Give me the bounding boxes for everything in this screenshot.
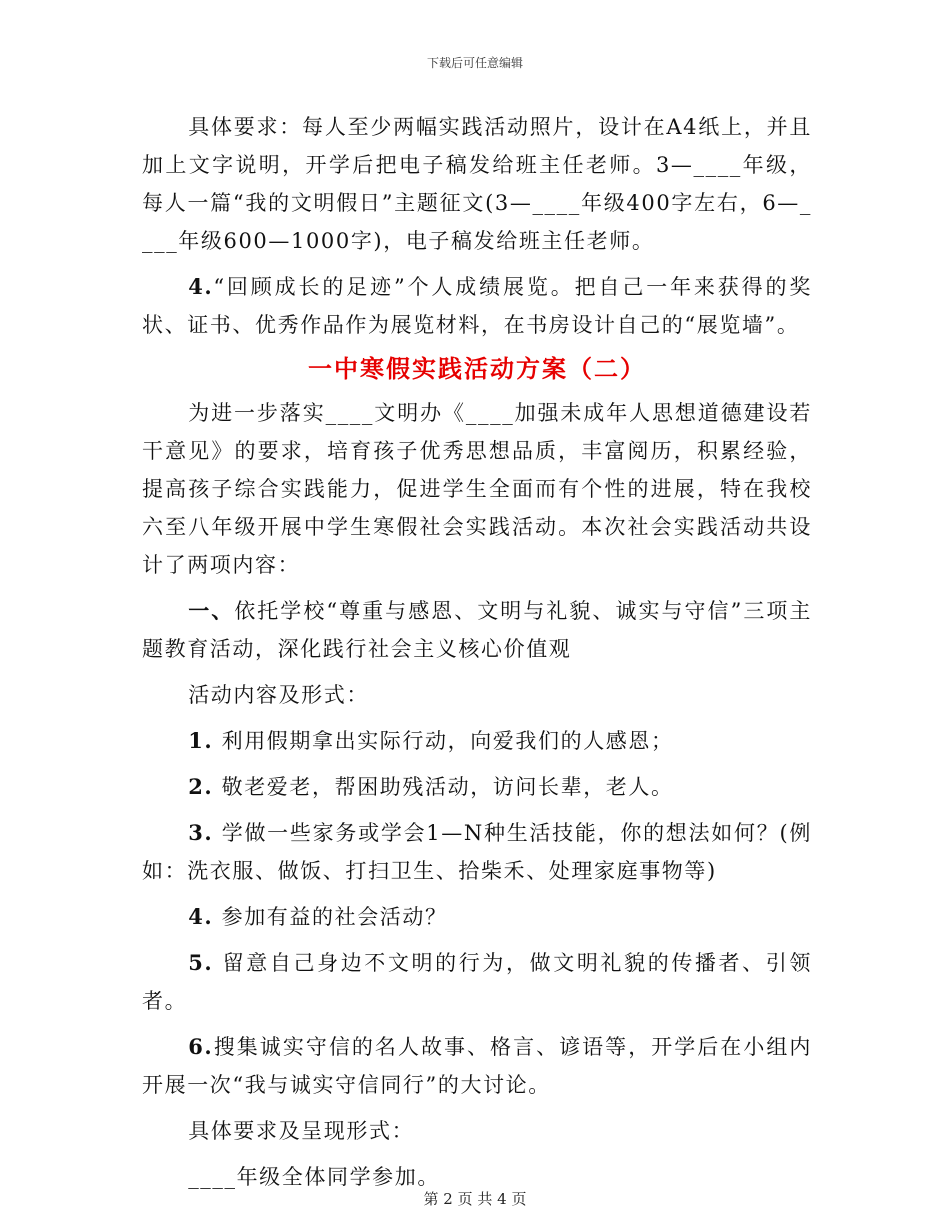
section-number: 一、 — [188, 598, 235, 623]
list-item — [142, 944, 812, 1020]
list-item-number: 2. — [188, 774, 214, 799]
paragraph-intro: 为进一步落实____文明办《____加强未成年人思想道德建设若干意见》的要求，培育孩子优秀思想品质，丰富阅历，积累经验，提高孩子综合实践能力，促进学生全面而有个性的进展，特在我校六至八年级开展中学生寒假社会实践活动。本次社会实践活动共设计了两项内容： — [142, 401, 812, 577]
paragraph-item-4-exhibition — [142, 268, 812, 344]
paragraph-section-one — [142, 592, 812, 668]
list-item-text: 留意自己身边不文明的行为，做文明礼貌的传播者、引领者。 — [142, 951, 812, 1013]
page-header: 下载后可任意编辑 — [426, 56, 523, 70]
section-text: 依托学校“尊重与感恩、文明与礼貌、诚实与守信”三项主题教育活动，深化践行社会主义核心价值观 — [142, 599, 812, 661]
list-item-text: 利用假期拿出实际行动，向爱我们的人感恩； — [221, 729, 674, 753]
list-item-text: 学做一些家务或学会1—N种生活技能，你的想法如何？(例如：洗衣服、做饭、打扫卫生、拾柴禾、处理家庭事物等) — [142, 821, 812, 883]
document-body — [142, 108, 812, 1204]
paragraph-activity-content: 活动内容及形式： — [188, 683, 369, 707]
list-item-text: 参加有益的社会活动？ — [221, 905, 448, 929]
paragraph-requirements-form: 具体要求及呈现形式： — [188, 1119, 415, 1143]
list-item — [142, 722, 812, 760]
list-item-number: 3. — [188, 820, 214, 845]
list-item-number: 4. — [188, 904, 214, 929]
list-item-text: 敬老爱老，帮困助残活动，访问长辈，老人。 — [221, 775, 674, 799]
list-item-number: 1. — [188, 728, 214, 753]
item-number: 4. — [188, 274, 214, 299]
list-item-number: 5. — [188, 950, 214, 975]
list-item — [142, 1028, 812, 1104]
paragraph-participants: ____年级全体同学参加。 — [188, 1165, 440, 1189]
list-item — [142, 768, 812, 806]
list-item — [142, 898, 812, 936]
list-item-number: 6. — [188, 1034, 214, 1059]
list-item — [142, 814, 812, 890]
list-item-text: 搜集诚实守信的名人故事、格言、谚语等，开学后在小组内开展一次“我与诚实守信同行”的大讨论。 — [142, 1035, 812, 1097]
section-title: 一中寒假实践活动方案（二） — [308, 355, 646, 383]
paragraph-requirements: 具体要求：每人至少两幅实践活动照片，设计在A4纸上，并且加上文字说明，开学后把电子稿发给班主任老师。3—____年级，每人一篇“我的文明假日”主题征文(3—____年级400字左右，6—____年级600—1000字)，电子稿发给班主任老师。 — [142, 115, 812, 253]
page-footer: 第 2 页 共 4 页 — [423, 1190, 527, 1208]
item-text: “回顾成长的足迹”个人成绩展览。把自己一年来获得的奖状、证书、优秀作品作为展览材料，在书房设计自己的“展览墙”。 — [142, 275, 812, 337]
